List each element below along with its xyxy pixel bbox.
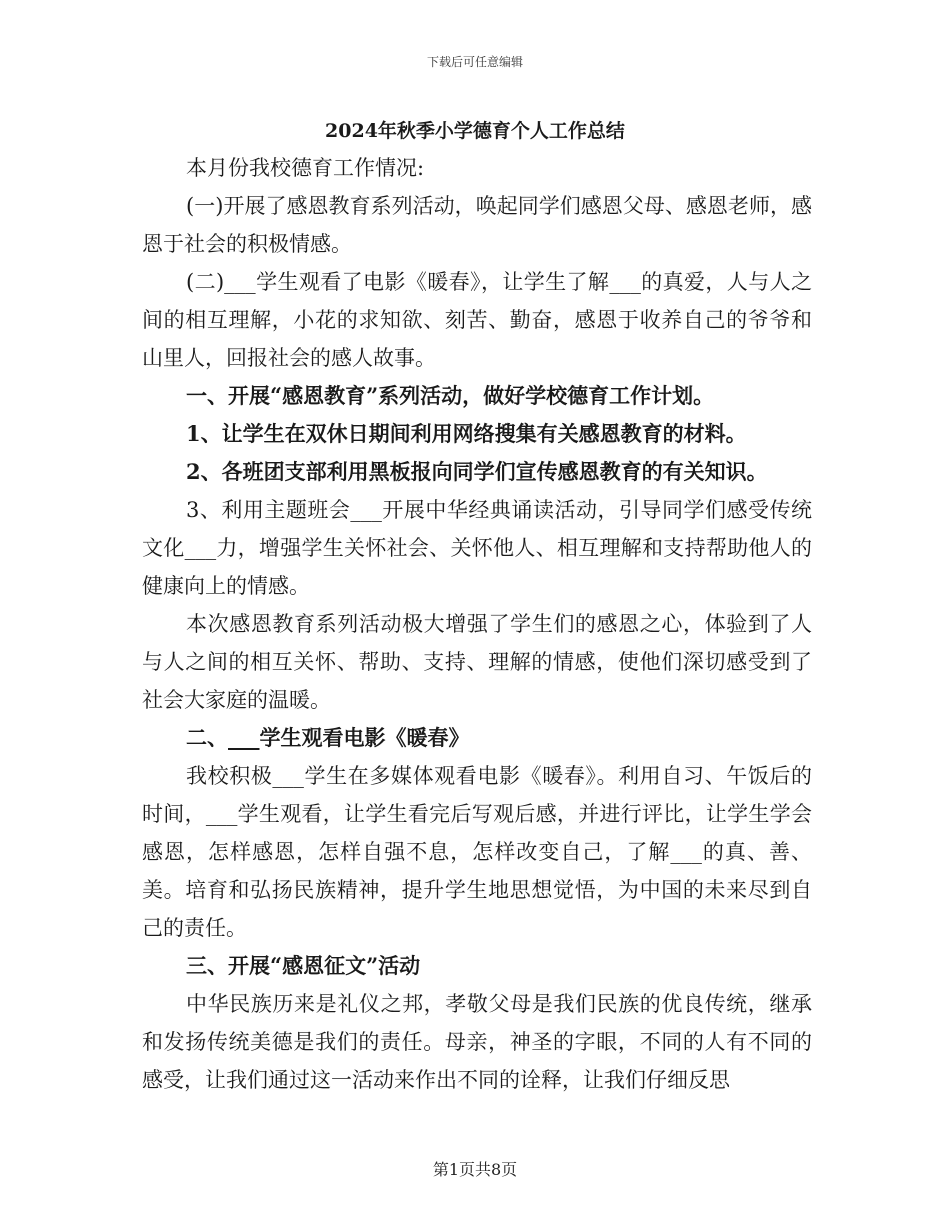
page-header-note: 下载后可任意编辑 [426, 55, 523, 69]
bold-item: 2、各班团支部利用黑板报向同学们宣传感恩教育的有关知识。 [186, 459, 768, 484]
paragraph: (一)开展了感恩教育系列活动，唤起同学们感恩父母、感恩老师，感恩于社会的积极情感。 [142, 194, 812, 256]
page-number: 第1页共8页 [432, 1160, 518, 1179]
paragraph: 我校积极___学生在多媒体观看电影《暖春》。利用自习、午饭后的时间，___学生观看，让学生看完后写观后感，并进行评比，让学生学会感恩，怎样感恩，怎样自强不息，怎样改变自己，了解___的真、善、美。培育和弘扬民族精神，提升学生地思想觉悟，为中国的未来尽到自己的责任。 [142, 764, 812, 940]
section-heading: 三、开展“感恩征文”活动 [186, 953, 421, 978]
section-heading: 二、___学生观看电影《暖春》 [186, 725, 470, 750]
document-body [142, 149, 812, 1099]
section-heading: 一、开展“感恩教育”系列活动，做好学校德育工作计划。 [186, 383, 715, 408]
paragraph: (二)___学生观看了电影《暖春》，让学生了解___的真爱，人与人之间的相互理解，小花的求知欲、刻苦、勤奋，感恩于收养自己的爷爷和山里人，回报社会的感人故事。 [142, 270, 812, 370]
paragraph: 本月份我校德育工作情况: [186, 156, 425, 180]
document-title: 2024年秋季小学德育个人工作总结 [325, 120, 625, 142]
paragraph: 中华民族历来是礼仪之邦，孝敬父母是我们民族的优良传统，继承和发扬传统美德是我们的责任。母亲，神圣的字眼，不同的人有不同的感受，让我们通过这一活动来作出不同的诠释，让我们仔细反思 [142, 992, 812, 1092]
paragraph: 3、利用主题班会___开展中华经典诵读活动，引导同学们感受传统文化___力，增强学生关怀社会、关怀他人、相互理解和支持帮助他人的健康向上的情感。 [142, 498, 812, 598]
bold-item: 1、让学生在双休日期间利用网络搜集有关感恩教育的材料。 [186, 421, 747, 446]
paragraph: 本次感恩教育系列活动极大增强了学生们的感恩之心，体验到了人与人之间的相互关怀、帮助、支持、理解的情感，使他们深切感受到了社会大家庭的温暖。 [142, 612, 812, 712]
